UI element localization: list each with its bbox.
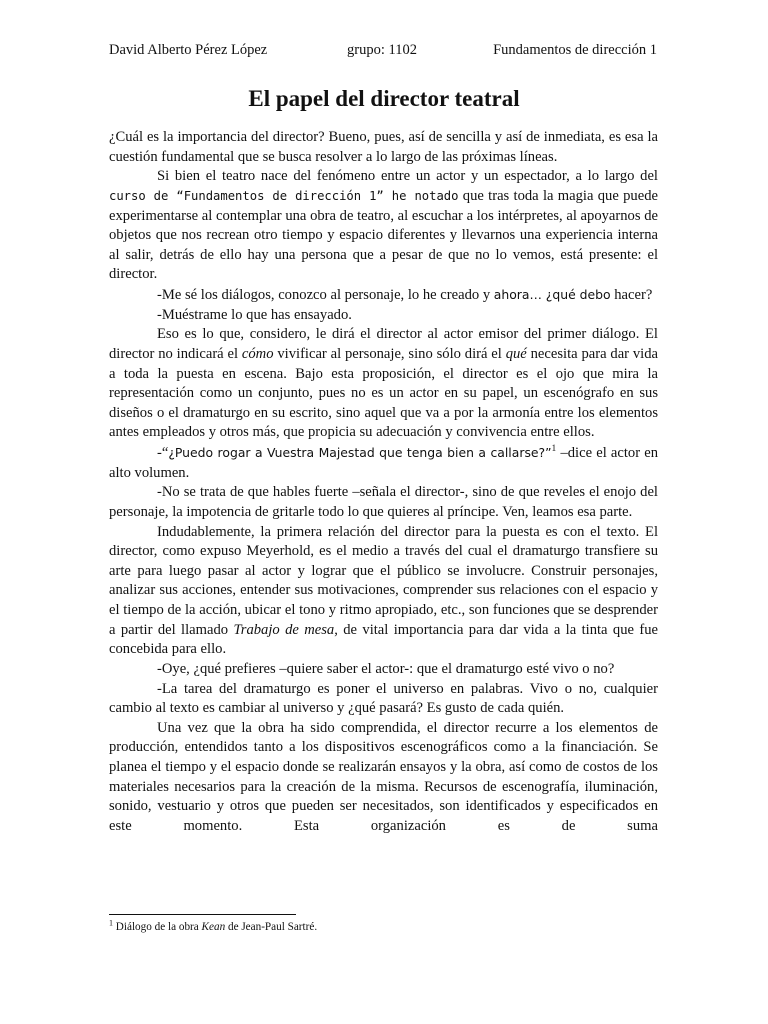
paragraph-3-sans-text: ahora… ¿qué debo [493,287,611,302]
document-title: El papel del director teatral [248,86,520,111]
paragraph-4: -Muéstrame lo que has ensayado. [157,306,352,323]
document-body [109,128,658,837]
paragraph-1: ¿Cuál es la importancia del director? Bueno, pues, así de sencilla y así de inmediata, es esa la cuestión fundamental que se busca resolver a lo largo de las próximas líneas. [109,129,658,165]
paragraph-6 [109,443,658,483]
paragraph-7: -No se trata de que hables fuerte –señala el director-, sino de que reveles el enojo del personaje, la impotencia de gritarle todo lo que quieres al príncipe. Ven, leamos esa parte. [109,484,658,520]
paragraph-3 [109,285,658,306]
footnote-text-b: de Jean-Paul Sartré. [225,921,318,933]
paragraph-8-text-b: , de vital importancia para dar vida a la tinta que fue concebida para ello. [109,621,659,658]
paragraph-8-text-a: Indudablemente, la primera relación del director para la puesta es con el texto. El director, como expuso Meyerhold, es el medio a través del cual el dramaturgo transfiere su arte para luego pasar al actor y lograr que el público se involucre. Construir personajes, analizar sus acciones, entender sus motivaciones, comprender sus relaciones con el espacio y el tiempo de la acción, ubicar el tono y ritmo apropiado, etc., son funciones que se desprender a partir del llamado [109,523,658,638]
paragraph-5-text-b: vivificar al personaje, sino sólo dirá el [273,345,506,362]
paragraph-11: Una vez que la obra ha sido comprendida, el director recurre a los elementos de producción, entendidos tanto a los dispositivos escenográficos como a la financiación. Se planea el tiempo y el espacio donde se realizarán ensayos y la obra, así como de costos de los materiales necesarios para la creación de la misma. Recursos de escenografía, iluminación, sonido, vestuario y otros que pueden ser necesitados, son identificados y especificados en este momento. Esta organización es de suma [109,719,658,834]
paragraph-6-text-a: -“ [157,445,169,461]
paragraph-3-text-b: hacer? [610,287,653,303]
footnote-reference[interactable]: 1 [551,444,557,455]
paragraph-5-emphasis-que: qué [505,345,527,362]
paragraph-2-text-a: Si bien el teatro nace del fenómeno entre un actor y un espectador, a lo largo del [157,168,658,185]
footnote-emphasis: Kean [201,921,226,933]
paragraph-10: -La tarea del dramaturgo es poner el universo en palabras. Vivo o no, cualquier cambio al texto es cambiar al universo y ¿qué pasará? Es gusto de cada quién. [109,680,658,717]
paragraph-9: -Oye, ¿qué prefieres –quiere saber el actor-: que el dramaturgo esté vivo o no? [157,660,615,677]
paragraph-2-text-b: que tras toda la magia que puede experimentarse al contemplar una obra de teatro, al escuchar a los intérpretes, al apoyarnos de objetos que nos recrean otro tiempo y espacio diferentes y llevarnos una experiencia interna al salir, detrás de ello hay una persona que a pesar de que no lo vemos, está presente: el director. [109,187,658,283]
paragraph-3-text-a: -Me sé los diálogos, conozco al personaje, lo he creado y [157,287,494,303]
paragraph-5-emphasis-como: cómo [241,345,274,362]
paragraph-5 [109,325,658,443]
footnote [109,920,658,935]
footnote-separator [109,914,296,915]
paragraph-5-text-c: necesita para dar vida a toda la puesta en escena. Bajo esta proposición, el director es el ojo que mira la representación como un conjunto, pues no es un actor en su papel, un escenógrafo en sus diseños o el dramaturgo en su escrito, sino aquel que va a por la armonía entre los elementos antes empleados y otros más, que propicia su adecuación y convivencia entre ellos. [109,345,659,441]
paragraph-8 [109,523,658,660]
header-author: David Alberto Pérez López [109,42,268,58]
header-group: grupo: 1102 [347,42,417,58]
paragraph-6-sans-quote: ¿Puedo rogar a Vuestra Majestad que tenga bien a callarse?” [168,445,552,460]
paragraph-8-emphasis: Trabajo de mesa [233,621,335,638]
paragraph-2-mono-text: curso de “Fundamentos de dirección 1” he notado [109,188,459,203]
paragraph-5-text-a: Eso es lo que, considero, le dirá el director al actor emisor del primer diálogo. El director no indicará el [109,326,658,362]
footnote-text-a: Diálogo de la obra [113,921,202,933]
footnote-number: 1 [109,918,113,928]
header-course: Fundamentos de dirección 1 [493,42,657,58]
paragraph-6-text-b: –dice el actor en alto volumen. [109,445,659,481]
paragraph-2 [109,167,658,285]
